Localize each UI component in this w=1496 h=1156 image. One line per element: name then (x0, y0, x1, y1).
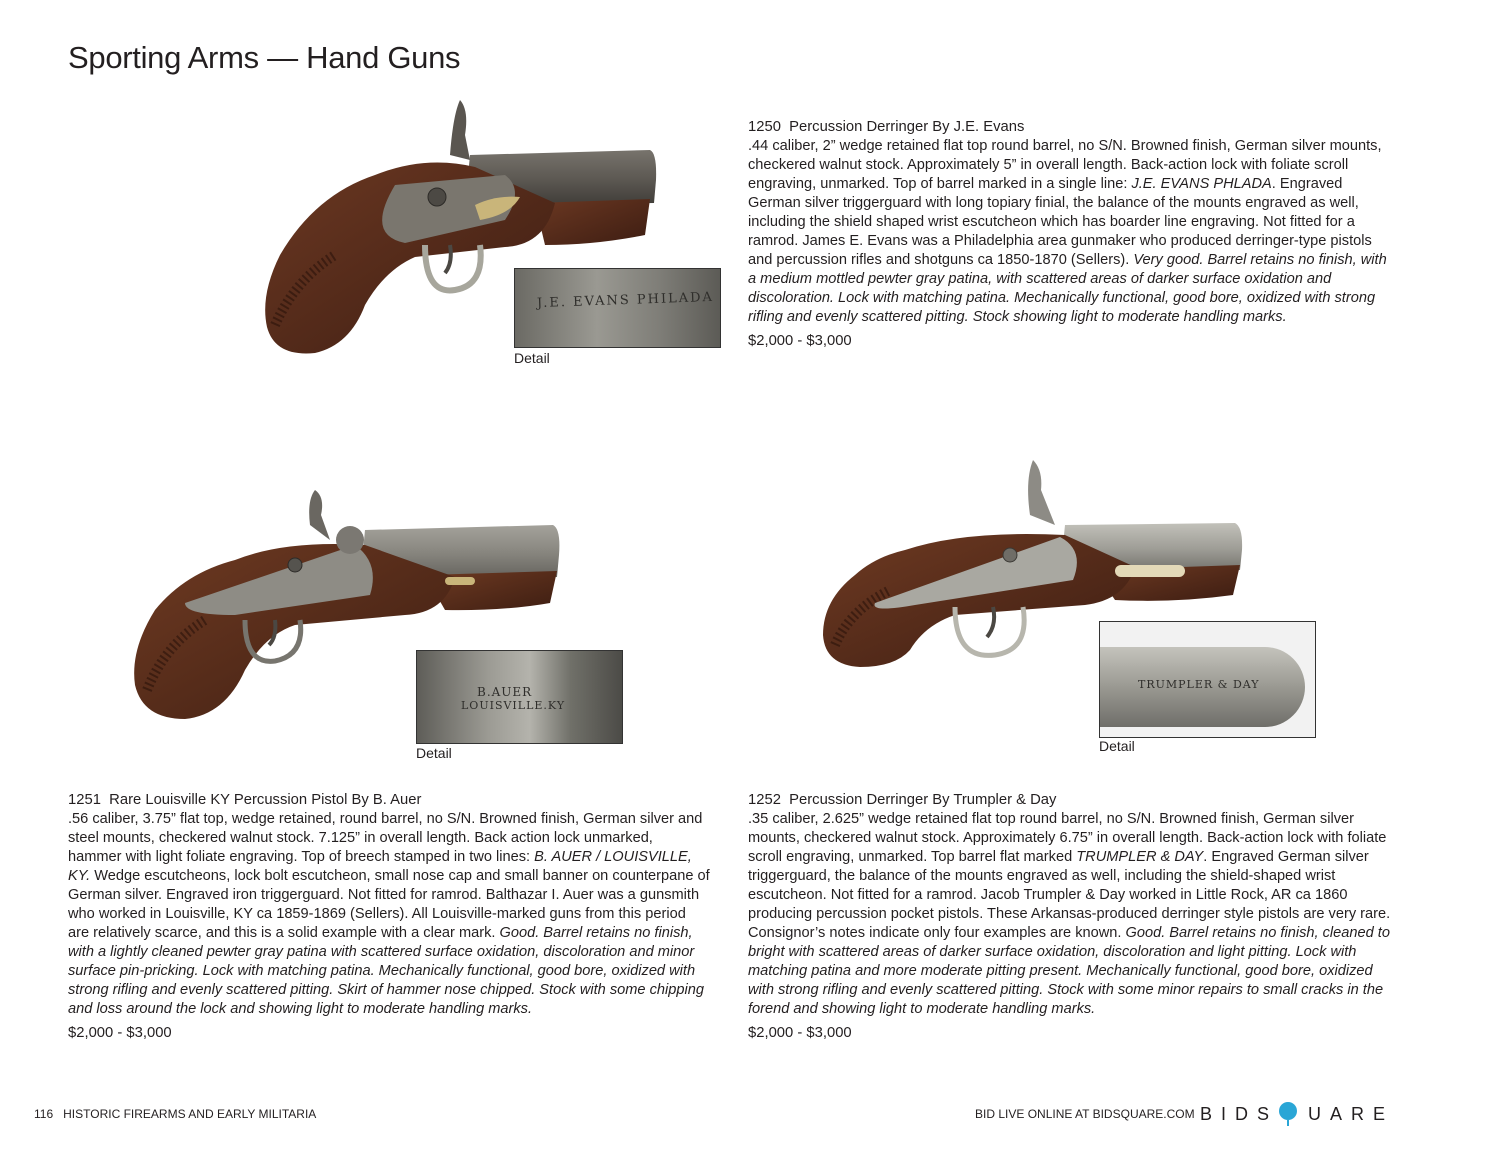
lot-heading (748, 118, 1393, 137)
lot-description: .44 caliber, 2” wedge retained flat top round barrel, no S/N. Browned finish, German silver mounts, checkered walnut stock. Approximately 5” in overall length. Back-action lock with foliate scroll engraving, unmarked. Top of barrel marked in a single line: J.E. EVANS PHLADA. Engraved German silver triggerguard with long topiary finial, the balance of the mounts engraved as well, including the shield shaped wrist escutcheon which has boarder line engraving. Not fitted for a ramrod. James E. Evans was a Philadelphia area gunmaker who produced derringer-type pistols and percussion rifles and shotguns ca 1850-1870 (Sellers). Very good. Barrel retains no finish, with a medium mottled pewter gray patina, with scattered areas of darker surface oxidation and discoloration. Lock with matching patina. Mechanically functional, good bore, oxidized with strong rifling and evenly scattered pitting. Stock showing light to moderate handling marks. (748, 138, 1387, 325)
lot-description: .56 caliber, 3.75” flat top, wedge retained, round barrel, no S/N. Browned finish, German silver and steel mounts, checkered walnut stock. 7.125” in overall length. Back action lock unmarked, hammer with light foliate engraving. Top of breech stamped in two lines: B. AUER / LOUISVILLE, KY. Wedge escutcheons, lock bolt escutcheon, small nose cap and small banner on counterpane of German silver. Engraved iron triggerguard. Not fitted for ramrod. Balthazar I. Auer was a gunsmith who worked in Louisville, KY ca 1859-1869 (Sellers). All Louisville-marked guns from this period are relatively scarce, and this is a solid example with a clear mark. Good. Barrel retains no finish, with a lightly cleaned pewter gray patina with scattered surface oxidation, discoloration and minor surface pin-pricking. Lock with matching patina. Mechanically functional, good bore, oxidized with strong rifling and evenly scattered pitting. Skirt of hammer nose chipped. Stock with some chipping and loss around the lock and showing light to moderate handling marks. (68, 811, 710, 1017)
detail-stamp-trumpler: TRUMPLER & DAY (1138, 678, 1260, 691)
lot-condition: Very good. Barrel retains no finish, with a medium mottled pewter gray patina, with scattered areas of darker surface oxidation and discoloration. Lock with matching patina. Mechanically functional, good bore, oxidized with strong rifling and evenly scattered pitting. Stock showing light to moderate handling marks. (748, 252, 1387, 325)
lot-title: Percussion Derringer By Trumpler & Day (789, 792, 1057, 808)
publication-title: HISTORIC FIREARMS AND EARLY MILITARIA (63, 1107, 317, 1121)
lot-number: 1250 (748, 119, 781, 135)
lot-1251 (68, 791, 710, 1043)
lot-1250 (748, 118, 1393, 351)
bidsquare-logo[interactable] (1200, 1101, 1394, 1127)
lot-estimate: $2,000 - $3,000 (748, 1025, 852, 1041)
detail-stamp-auer-line-1: B.AUER (477, 685, 533, 699)
page-number: 116 (34, 1107, 54, 1121)
brand-text-left: BIDS (1200, 1103, 1279, 1124)
detail-label: Detail (514, 350, 550, 366)
lot-description: .35 caliber, 2.625” wedge retained flat top round barrel, no S/N. Browned finish, German silver mounts, checkered walnut stock. Approximately 6.75” in overall length. Back-action lock with foliate scroll engraving, unmarked. Top barrel flat marked TRUMPLER & DAY. Engraved German silver triggerguard, the balance of the mounts engraved as well, including the shield-shaped wrist escutcheon. Not fitted for a ramrod. Jacob Trumpler & Day worked in Little Rock, AR ca 1860 producing percussion pocket pistols. These Arkansas-produced derringer style pistols are very rare. Consignor’s notes indicate only four examples are known. Good. Barrel retains no finish, cleaned to bright with scattered areas of darker surface oxidation, discoloration and light pitting. Lock with matching patina and more moderate pitting present. Mechanically functional, good bore, oxidized with strong rifling and evenly scattered pitting. Stock with some minor repairs to small cracks in the forend and showing light to moderate handling marks. (748, 811, 1391, 1017)
detail-stamp-evans: J.E. EVANS PHILADA (536, 289, 715, 312)
bid-online-link[interactable]: BID LIVE ONLINE AT BIDSQUARE.COM (975, 1107, 1195, 1121)
lot-heading (68, 791, 710, 810)
detail-image-trumpler (1099, 621, 1316, 738)
brand-text-right: UARE (1308, 1103, 1395, 1124)
lot-estimate: $2,000 - $3,000 (68, 1025, 172, 1041)
footer-left (34, 1107, 326, 1121)
lot-condition: Good. Barrel retains no finish, with a lightly cleaned pewter gray patina with scattered surface oxidation, discoloration and minor surface pin-pricking. Lock with matching patina. Mechanically functional, good bore, oxidized with strong rifling and evenly scattered pitting. Skirt of hammer nose chipped. Stock with some chipping and loss around the lock and showing light to moderate handling marks. (68, 925, 704, 1017)
lot-number: 1252 (748, 792, 781, 808)
detail-stamp-auer-line-2: LOUISVILLE.KY (461, 699, 566, 712)
detail-label: Detail (1099, 738, 1135, 754)
lot-number: 1251 (68, 792, 101, 808)
lot-heading (748, 791, 1398, 810)
lot-1252 (748, 791, 1398, 1043)
detail-image-auer (416, 650, 623, 744)
detail-image-evans (514, 268, 721, 348)
lot-title: Percussion Derringer By J.E. Evans (789, 119, 1025, 135)
drop-icon (1278, 1101, 1298, 1127)
lot-estimate: $2,000 - $3,000 (748, 333, 852, 349)
detail-label: Detail (416, 745, 452, 761)
lot-title: Rare Louisville KY Percussion Pistol By B. Auer (109, 792, 422, 808)
lot-condition: Good. Barrel retains no finish, cleaned to bright with scattered areas of darker surface oxidation, discoloration and light pitting. Lock with matching patina and more moderate pitting present. Mechanically functional, good bore, oxidized with strong rifling and evenly scattered pitting. Stock with some minor repairs to small cracks in the forend and showing light to moderate handling marks. (748, 925, 1390, 1017)
page-title: Sporting Arms — Hand Guns (68, 40, 461, 75)
